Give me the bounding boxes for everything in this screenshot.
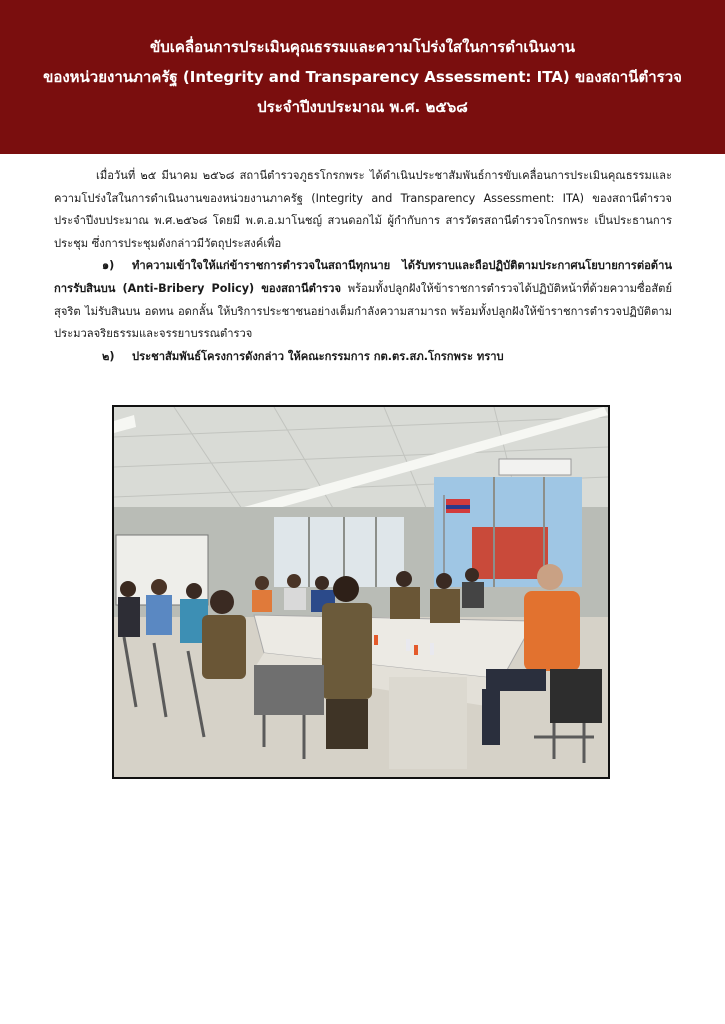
objective-item-1 <box>54 255 672 345</box>
title-line-1: ขับเคลื่อนการประเมินคุณธรรมและความโปร่งใสในการดำเนินงาน <box>149 38 576 56</box>
title-line-2: ของหน่วยงานภาครัฐ (Integrity and Transparency Assessment: ITA) ของสถานีตำรวจ <box>43 68 682 86</box>
item-bold-text: ประชาสัมพันธ์โครงการดังกล่าว ให้คณะกรรมการ กต.ตร.สภ.โกรกพระ ทราบ <box>132 349 504 363</box>
header-banner <box>0 0 725 154</box>
meeting-photo <box>112 405 610 779</box>
item-bold-text: ทำความเข้าใจให้แก่ข้าราชการตำรวจในสถานีทุกนาย ได้รับทราบและถือปฏิบัติตามประกาศนโยบายการต่อต้านการรับสินบน (Anti-Bribery Policy) ของสถานีตำรวจ <box>54 259 672 295</box>
intro-paragraph: เมื่อวันที่ ๒๕ มีนาคม ๒๕๖๘ สถานีตำรวจภูธรโกรกพระ ได้ดำเนินประชาสัมพันธ์การขับเคลื่อนการประเมินคุณธรรมและความโปร่งใสในการดำเนินงานของหน่วยงานภาครัฐ (Integrity and Transparency Assessment: ITA) ของสถานีตำรวจ ประจำปีงบประมาณ พ.ศ.๒๕๖๘ โดยมี พ.ต.อ.มาโนชญ์ สวนดอกไม้ ผู้กำกับการ สารวัตรสถานีตำรวจโกรกพระ เป็นประธานการประชุม ซึ่งการประชุมดังกล่าวมีวัตถุประสงค์เพื่อ <box>54 169 672 250</box>
objective-item-2 <box>54 346 672 369</box>
item-number: ๑) <box>102 259 115 273</box>
title-line-3: ประจำปีงบประมาณ พ.ศ. ๒๕๖๘ <box>257 98 468 116</box>
document-body <box>54 165 672 368</box>
item-text: พร้อมทั้งปลูกฝังให้ข้าราชการตำรวจได้ปฏิบัติหน้าที่ด้วยความซื่อสัตย์ สุจริต ไม่รับสินบน อดทน อดกลั้น ให้บริการประชาชนอย่างเต็มกำลังความสามารถ พร้อมทั้งปลูกฝังให้ข้าราชการตำรวจปฏิบัติตามประมวลจริยธรรมและจรรยาบรรณตำรวจ <box>54 281 673 341</box>
item-number: ๒) <box>102 349 115 363</box>
